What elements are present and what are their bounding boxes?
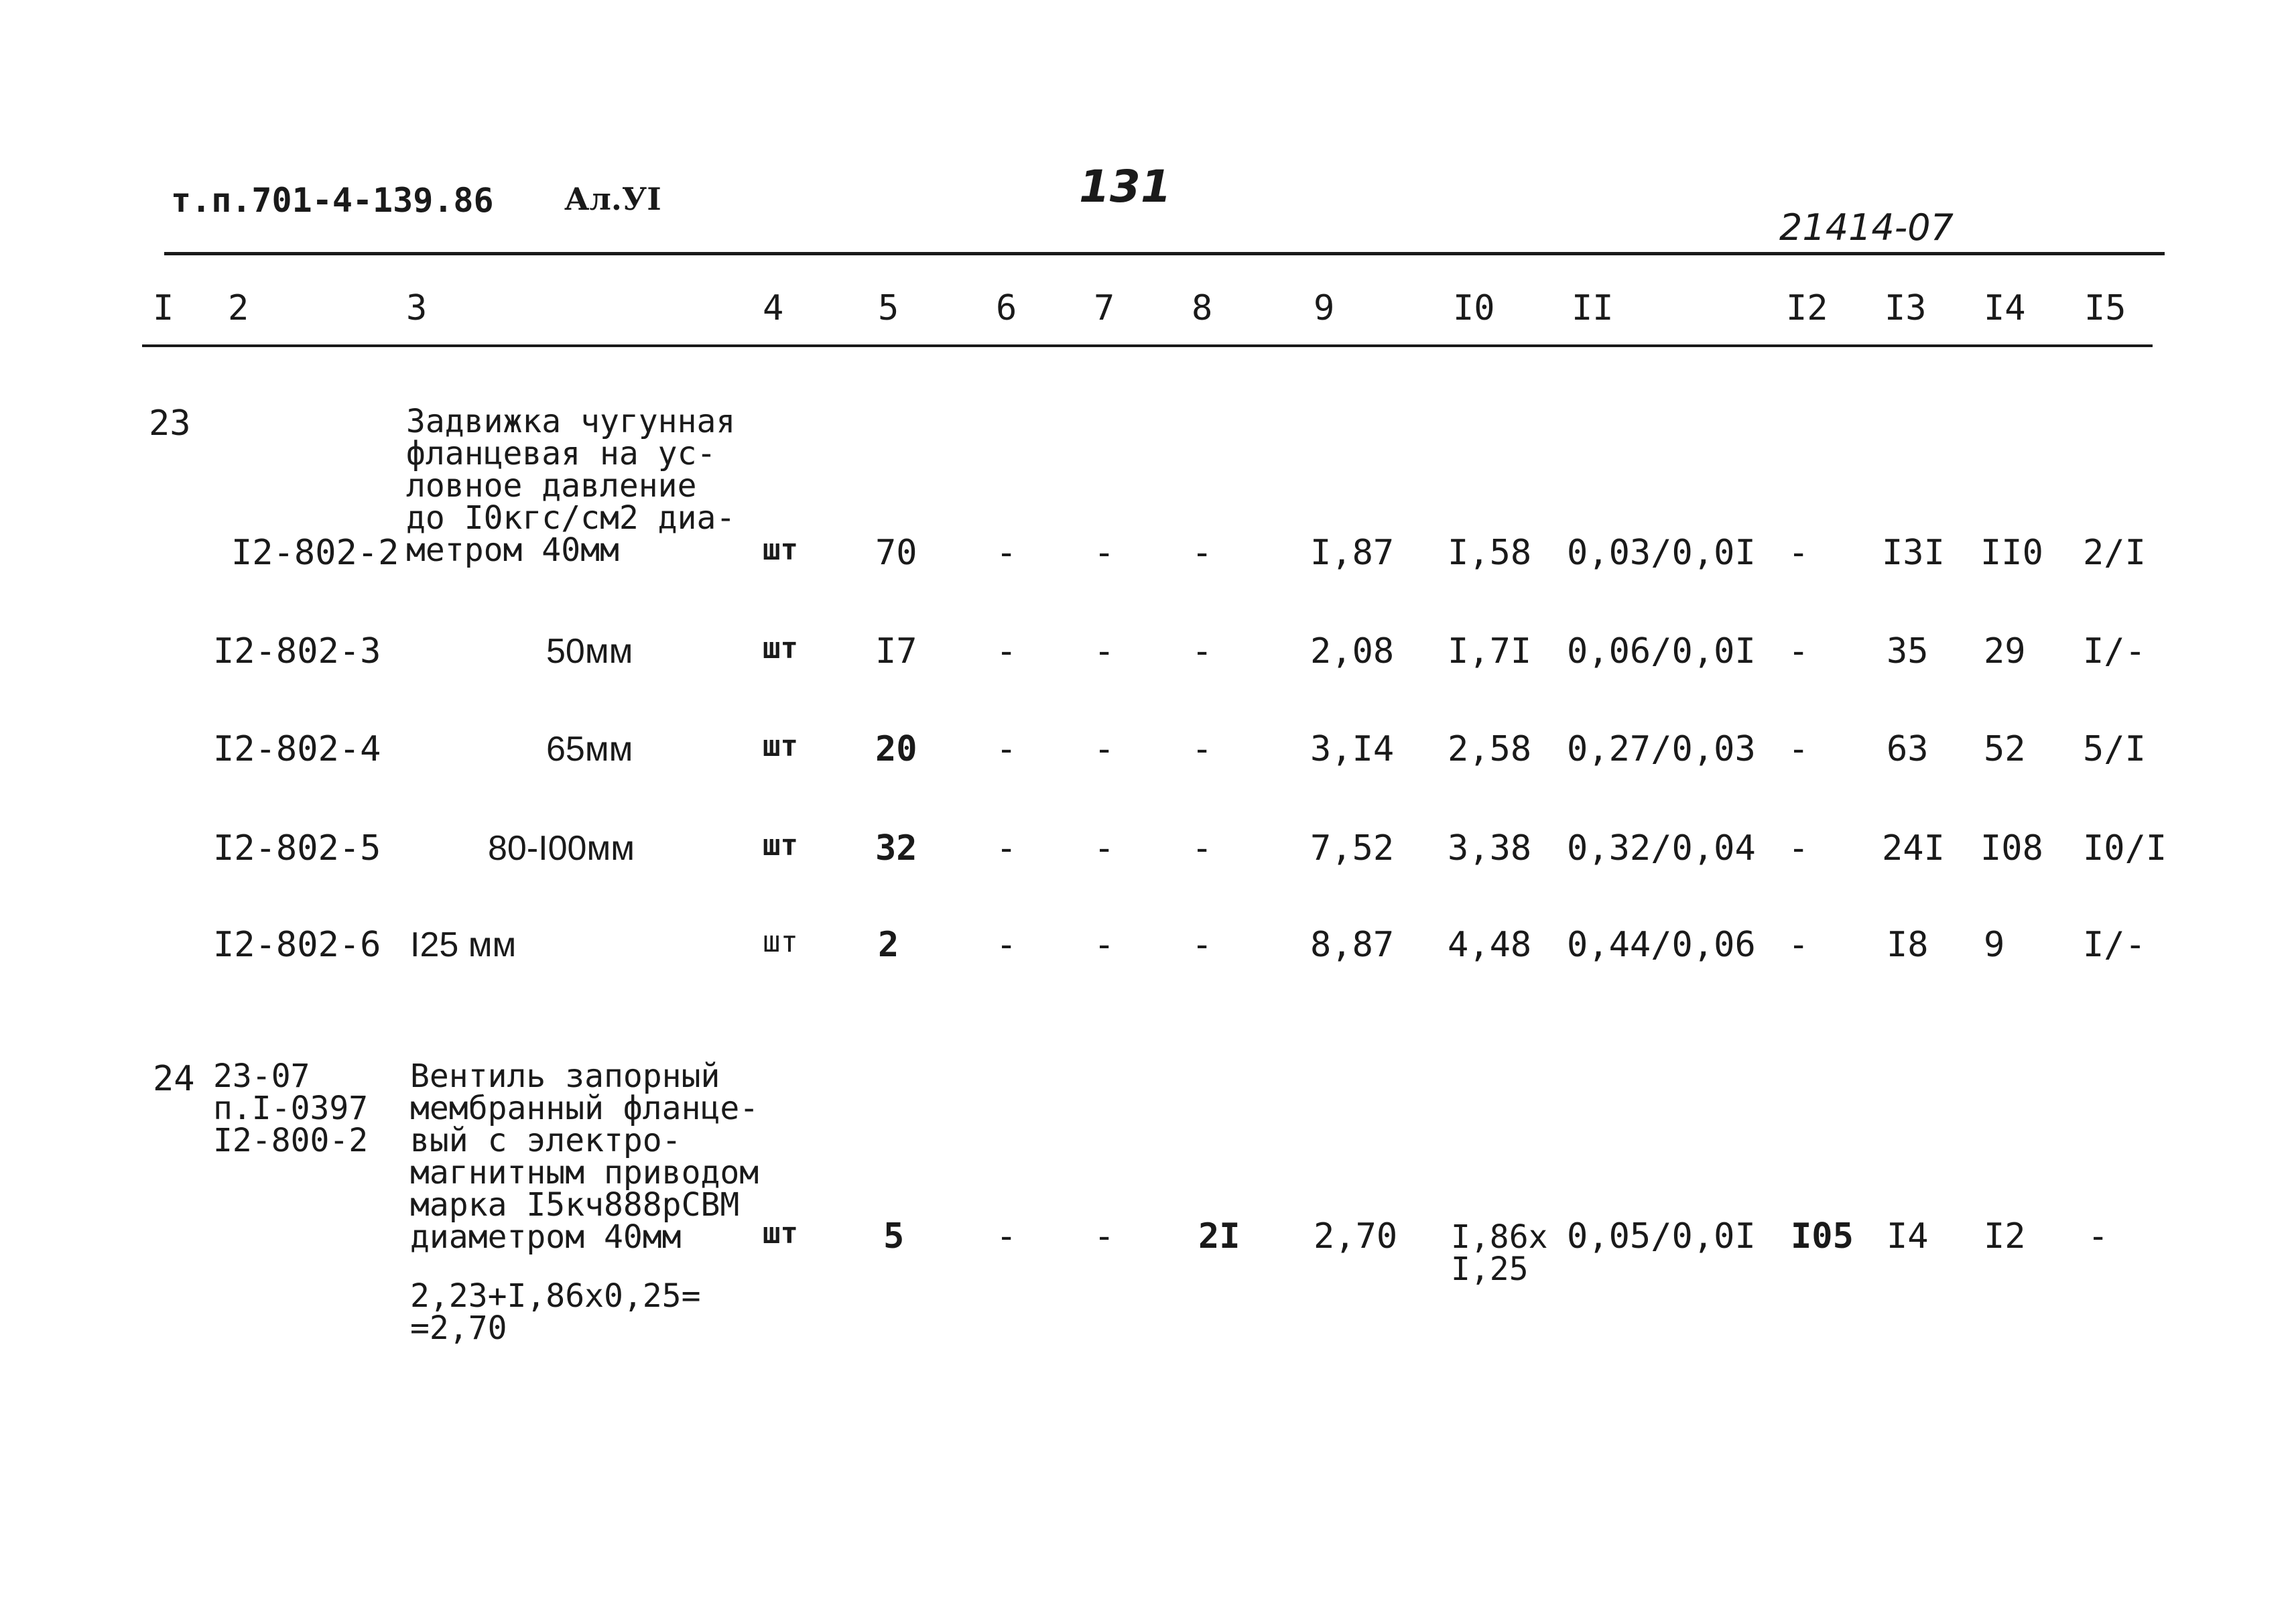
cell-col9: 2,70	[1314, 1216, 1398, 1257]
cell-unit: шт	[763, 533, 798, 567]
cell-col9: 2,08	[1310, 631, 1395, 671]
cell-unit: шт	[763, 1216, 798, 1250]
cell-col12: -	[1788, 533, 1809, 573]
cell-code: I2-802-4	[213, 729, 381, 769]
cell-col10: 2,58	[1448, 729, 1532, 769]
cell-col15: I0/I	[2083, 828, 2167, 869]
cell-col13: I4	[1887, 1216, 1929, 1257]
col-2: 2	[228, 288, 249, 328]
cell-unit: шт	[763, 925, 798, 959]
cell-col12: -	[1788, 631, 1809, 671]
cell-col11: 0,32/0,04	[1567, 828, 1756, 869]
cell-col10: 4,48	[1448, 925, 1532, 965]
cell-col8: 2I	[1198, 1216, 1240, 1257]
cell-col11: 0,27/0,03	[1567, 729, 1756, 769]
cell-col5: 5	[883, 1216, 905, 1257]
col-5: 5	[878, 288, 899, 328]
cell-col13: 24I	[1882, 828, 1945, 869]
cell-col10: I,58	[1448, 533, 1532, 573]
cell-col6: -	[996, 729, 1017, 769]
cell-col8: -	[1192, 828, 1213, 869]
cell-col7: -	[1094, 828, 1115, 869]
cell-col8: -	[1192, 925, 1213, 965]
group-number: 24	[153, 1059, 195, 1099]
cell-col5: 32	[875, 828, 917, 869]
cell-col12: -	[1788, 729, 1809, 769]
cell-size: I25 мм	[410, 925, 517, 964]
cell-col14: 52	[1984, 729, 2026, 769]
cell-col9: 7,52	[1310, 828, 1395, 869]
cell-col15: I/-	[2083, 925, 2146, 965]
cell-col12: -	[1788, 828, 1809, 869]
cell-col11: 0,05/0,0I	[1567, 1216, 1756, 1257]
cell-col15: 2/I	[2083, 533, 2146, 573]
cell-code: I2-802-5	[213, 828, 381, 869]
col-15: I5	[2084, 288, 2126, 328]
document-stamp: 21414-07	[1779, 206, 1954, 249]
cell-col14: I2	[1984, 1216, 2026, 1257]
cell-col11: 0,44/0,06	[1567, 925, 1756, 965]
page-number: 131	[1079, 161, 1171, 212]
calculation-formula: 2,23+I,86x0,25= =2,70	[410, 1277, 701, 1347]
cell-col15: 5/I	[2083, 729, 2146, 769]
cell-col11: 0,06/0,0I	[1567, 631, 1756, 671]
cell-col6: -	[996, 828, 1017, 869]
cell-col7: -	[1094, 925, 1115, 965]
cell-col13: 63	[1887, 729, 1929, 769]
item-code-lines: 23-07 п.I-0397 I2-800-2	[213, 1057, 369, 1159]
cell-col14: I08	[1980, 828, 2043, 869]
cell-col7: -	[1094, 1216, 1115, 1257]
cell-col8: -	[1192, 631, 1213, 671]
cell-col11: 0,03/0,0I	[1567, 533, 1756, 573]
cell-col15: I/-	[2083, 631, 2146, 671]
cell-col6: -	[996, 1216, 1017, 1257]
col-7: 7	[1094, 288, 1115, 328]
cell-col13: 35	[1887, 631, 1929, 671]
cell-col5: 2	[878, 925, 899, 965]
top-rule	[164, 252, 2165, 255]
cell-col12: -	[1788, 925, 1809, 965]
col-6: 6	[996, 288, 1017, 328]
cell-code: I2-802-3	[213, 631, 381, 671]
cell-col7: -	[1094, 533, 1115, 573]
cell-size: 50мм	[546, 632, 633, 671]
col-11: II	[1572, 288, 1614, 328]
cell-col12: I05	[1791, 1216, 1854, 1257]
cell-col15: -	[2088, 1216, 2109, 1257]
cell-col13: I3I	[1882, 533, 1945, 573]
cell-col9: 3,I4	[1310, 729, 1395, 769]
cell-col14: 29	[1984, 631, 2026, 671]
header-rule	[142, 344, 2153, 347]
col-8: 8	[1192, 288, 1213, 328]
cell-col10: I,7I	[1448, 631, 1532, 671]
cell-col14: 9	[1984, 925, 2005, 965]
col-9: 9	[1314, 288, 1335, 328]
cell-col14: II0	[1980, 533, 2043, 573]
col-10: I0	[1453, 288, 1495, 328]
cell-unit: шт	[763, 631, 798, 665]
cell-size: 80-I00мм	[488, 829, 635, 868]
cell-code: I2-802-6	[213, 925, 381, 965]
cell-col5: 20	[875, 729, 917, 769]
col-4: 4	[763, 288, 784, 328]
cell-col8: -	[1192, 533, 1213, 573]
cell-col13: I8	[1887, 925, 1929, 965]
cell-size: 65мм	[546, 730, 633, 769]
doc-code: т.п.701-4-139.86	[171, 181, 494, 220]
cell-col6: -	[996, 631, 1017, 671]
cell-unit: шт	[763, 828, 798, 862]
item-description: Задвижка чугунная фланцевая на ус- ловное давление до I0кгс/см2 диа- метром 40мм	[406, 403, 736, 569]
cell-col5: I7	[875, 631, 917, 671]
cell-col6: -	[996, 925, 1017, 965]
col-14: I4	[1984, 288, 2026, 328]
cell-code: I2-802-2	[231, 533, 399, 573]
cell-unit: шт	[763, 729, 798, 763]
col-3: 3	[406, 288, 428, 328]
group-number: 23	[149, 403, 191, 444]
sheet-label: Ал.УІ	[564, 181, 661, 217]
cell-col7: -	[1094, 631, 1115, 671]
cell-col10: I,86x I,25	[1451, 1218, 1548, 1288]
col-13: I3	[1885, 288, 1927, 328]
cell-col7: -	[1094, 729, 1115, 769]
cell-col6: -	[996, 533, 1017, 573]
cell-col9: 8,87	[1310, 925, 1395, 965]
cell-col5: 70	[875, 533, 917, 573]
cell-col10: 3,38	[1448, 828, 1532, 869]
cell-col9: I,87	[1310, 533, 1395, 573]
col-12: I2	[1786, 288, 1828, 328]
item-description: Вентиль запорный мембранный фланце- вый с электро- магнитным приводом марка I5кч888рСВМ диаметром 40мм	[410, 1057, 759, 1256]
col-1: I	[153, 288, 174, 328]
cell-col8: -	[1192, 729, 1213, 769]
